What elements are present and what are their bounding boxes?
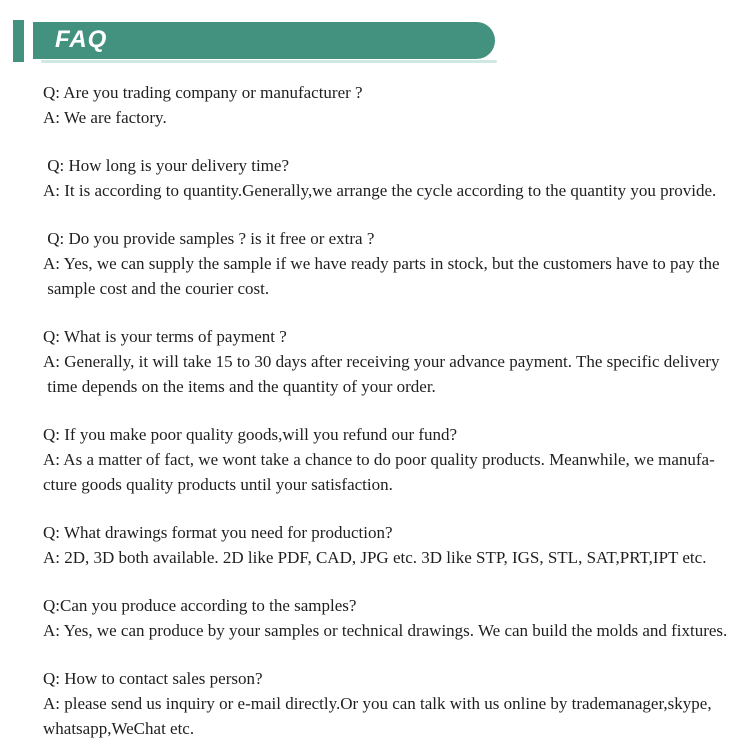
answer-line: A: Yes, we can supply the sample if we have ready parts in stock, but the customers have to pay the: [43, 254, 720, 273]
question-line: Q: What is your terms of payment ?: [43, 327, 287, 346]
faq-item: [43, 520, 730, 570]
faq-page: [0, 20, 750, 747]
question-line: Q: What drawings format you need for production?: [43, 523, 393, 542]
page-title: FAQ: [55, 26, 108, 53]
faq-item: [43, 153, 730, 203]
question-line: Q: Do you provide samples ? is it free or extra ?: [43, 229, 375, 248]
question-line: Q: How long is your delivery time?: [43, 156, 289, 175]
header-banner: [33, 22, 495, 59]
faq-item: [43, 80, 730, 130]
answer-line: A: As a matter of fact, we wont take a chance to do poor quality products. Meanwhile, we manufa-: [43, 450, 715, 469]
answer-line: sample cost and the courier cost.: [43, 279, 270, 298]
answer-line: A: It is according to quantity.Generally,we arrange the cycle according to the quantity you provide.: [43, 181, 717, 200]
question-line: Q:Can you produce according to the samples?: [43, 596, 357, 615]
faq-header: [0, 20, 750, 62]
answer-line: A: We are factory.: [43, 108, 167, 127]
faq-item: [43, 422, 730, 497]
answer-line: cture goods quality products until your satisfaction.: [43, 475, 393, 494]
faq-item: [43, 324, 730, 399]
faq-item: [43, 593, 730, 643]
answer-line: A: 2D, 3D both available. 2D like PDF, CAD, JPG etc. 3D like STP, IGS, STL, SAT,PRT,IPT etc.: [43, 548, 707, 567]
faq-list: [0, 80, 750, 741]
question-line: Q: Are you trading company or manufacturer ?: [43, 83, 363, 102]
faq-item: [43, 666, 730, 741]
answer-line: A: Yes, we can produce by your samples or technical drawings. We can build the molds and fixtures.: [43, 621, 728, 640]
answer-line: A: please send us inquiry or e-mail directly.Or you can talk with us online by trademanager,skype,: [43, 694, 712, 713]
answer-line: whatsapp,WeChat etc.: [43, 719, 195, 738]
question-line: Q: How to contact sales person?: [43, 669, 263, 688]
question-line: Q: If you make poor quality goods,will you refund our fund?: [43, 425, 458, 444]
header-accent-bar: [13, 20, 24, 62]
answer-line: A: Generally, it will take 15 to 30 days after receiving your advance payment. The specific delivery: [43, 352, 720, 371]
answer-line: time depends on the items and the quantity of your order.: [43, 377, 436, 396]
faq-item: [43, 226, 730, 301]
